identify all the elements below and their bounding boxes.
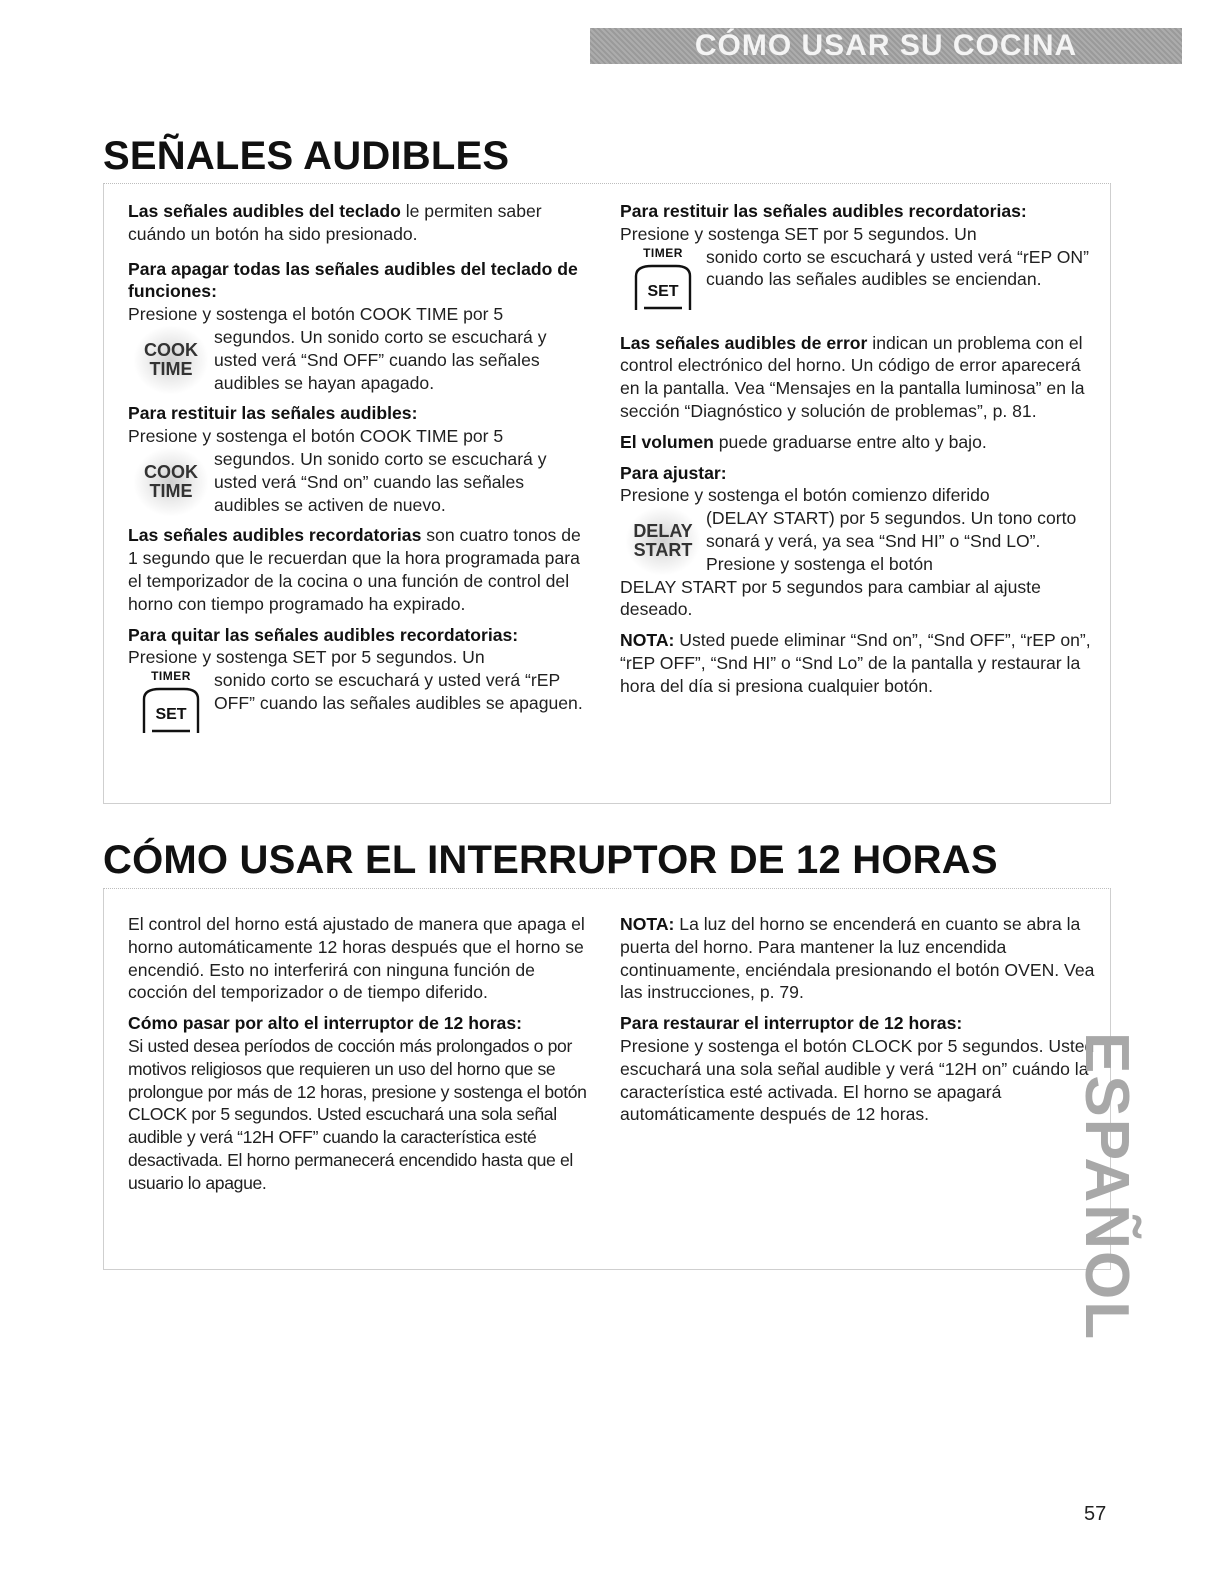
svg-text:SET: SET: [647, 282, 679, 300]
restore-heading: Para restituir las señales audibles:: [128, 403, 418, 424]
reminder-paragraph: Las señales audibles recordatorias son cuatro tonos de 1 segundo que le recuerdan que la hora programada para el temporizador de la cocina o una función de control del horno con tiempo programado ha expirado.: [128, 525, 581, 614]
restore-reminder-heading: Para restituir las señales audibles recordatorias:: [620, 201, 1027, 221]
cook-time-key-icon: COOK TIME: [128, 326, 214, 394]
turn-off-text: segundos. Un sonido corto se escuchará y usted verá “Snd OFF” cuando las señales audibles se hayan apagado.: [214, 326, 547, 393]
adjust-text: (DELAY START) por 5 segundos. Un tono corto sonará y verá, ya sea “Snd HI” o “Snd LO”. Presione y sostenga el botón: [706, 508, 1077, 574]
keypad-signals-paragraph: Las señales audibles del teclado le permiten saber cuándo un botón ha sido presionado.: [128, 201, 542, 244]
senales-box: [103, 183, 1111, 804]
quit-reminder-row: [128, 669, 590, 735]
restore-reminder-row: [620, 246, 1096, 312]
quit-reminder-text: sonido corto se escuchará y usted verá “rEP OFF” cuando las señales audibles se apaguen.: [214, 670, 583, 713]
restore-line: Presione y sostenga el botón COOK TIME por 5: [128, 426, 504, 447]
restore-reminder-line: Presione y sostenga SET por 5 segundos. Un: [620, 223, 977, 244]
adjust-after-text: DELAY START por 5 segundos para cambiar al ajuste deseado.: [620, 576, 1041, 620]
timer-set-key-icon: TIMER SET: [128, 669, 214, 735]
bypass-heading: Cómo pasar por alto el interruptor de 12 horas:: [128, 1013, 522, 1034]
restore-12h-text: Presione y sostenga el botón CLOCK por 5 segundos. Usted escuchará una sola señal audible y verá “12H on” cuándo la característica esté activada. El horno se apagará automáticamente después de 12 horas.: [620, 1035, 1095, 1125]
note-paragraph: NOTA: Usted puede eliminar “Snd on”, “Snd OFF”, “rEP on”, “rEP OFF”, “Snd HI” o “Snd Lo” de la pantalla y restaurar la hora del día si presiona cualquier botón.: [620, 630, 1091, 696]
interruptor-right-column: [620, 913, 1096, 1126]
quit-reminder-line: Presione y sostenga SET por 5 segundos. Un: [128, 647, 485, 668]
interruptor-left-column: [128, 913, 590, 1195]
restore-text: segundos. Un sonido corto se escuchará y usted verá “Snd on” cuando las señales audibles se activen de nuevo.: [214, 448, 547, 515]
heading-senales-audibles: SEÑALES AUDIBLES: [103, 134, 510, 178]
error-signals-paragraph: Las señales audibles de error indican un problema con el control electrónico del horno. Un código de error aparecerá en la pantalla. Vea “Mensajes en la pantalla luminosa” en la sección “Diagnóstico y solución de problemas”, p. 81.: [620, 332, 1085, 421]
control-paragraph: El control del horno está ajustado de manera que apaga el horno automáticamente 12 horas después que el horno se encendió. Esto no interferirá con ninguna función de cocción del temporizador o de tiempo diferido.: [128, 914, 585, 1003]
timer-set-key-icon: TIMER SET: [620, 246, 706, 312]
banner-text: CÓMO USAR SU COCINA: [694, 29, 1078, 62]
svg-text:SET: SET: [155, 706, 187, 724]
section-banner: [590, 28, 1182, 64]
restore-12h-heading: Para restaurar el interruptor de 12 horas:: [620, 1013, 963, 1034]
delay-start-key-icon: DELAY START: [620, 507, 706, 575]
cook-time-key-icon: COOK TIME: [128, 448, 214, 516]
turn-off-row: [128, 326, 590, 394]
quit-reminder-heading: Para quitar las señales audibles recordatorias:: [128, 624, 519, 645]
adjust-row: [620, 507, 1096, 575]
adjust-line: Presione y sostenga el botón comienzo diferido: [620, 485, 990, 506]
heading-interruptor-12-horas: CÓMO USAR EL INTERRUPTOR DE 12 HORAS: [103, 838, 998, 882]
restore-reminder-text: sonido corto se escuchará y usted verá “rEP ON” cuando las señales audibles se enciendan.: [706, 246, 1089, 290]
senales-right-column: [620, 200, 1096, 698]
volume-paragraph: El volumen puede graduarse entre alto y bajo.: [620, 431, 987, 452]
restore-row: [128, 448, 590, 516]
senales-left-column: [128, 200, 590, 735]
adjust-heading: Para ajustar:: [620, 462, 727, 483]
side-tab-espanol: ESPAÑOL: [1072, 1032, 1141, 1342]
bypass-text: Si usted desea períodos de cocción más prolongados o por motivos religiosos que requieren un uso del horno que se prolongue por más de 12 horas, presione y sostenga el botón CLOCK por 5 segundos. Usted escuchará una sola señal audible y verá “12H OFF” cuando la característica esté desactivada. El horno permanecerá encendido hasta que el usuario lo apague.: [128, 1035, 587, 1193]
light-note-paragraph: NOTA: La luz del horno se encenderá en cuanto se abra la puerta del horno. Para mantener la luz encendida continuamente, enciéndala presionando el botón OVEN. Vea las instrucciones, p. 79.: [620, 914, 1095, 1003]
page-number: 57: [1084, 1503, 1107, 1525]
turn-off-heading: Para apagar todas las señales audibles del teclado de funciones:: [128, 258, 578, 302]
interruptor-box: [103, 888, 1111, 1270]
turn-off-line: Presione y sostenga el botón COOK TIME por 5: [128, 304, 504, 325]
